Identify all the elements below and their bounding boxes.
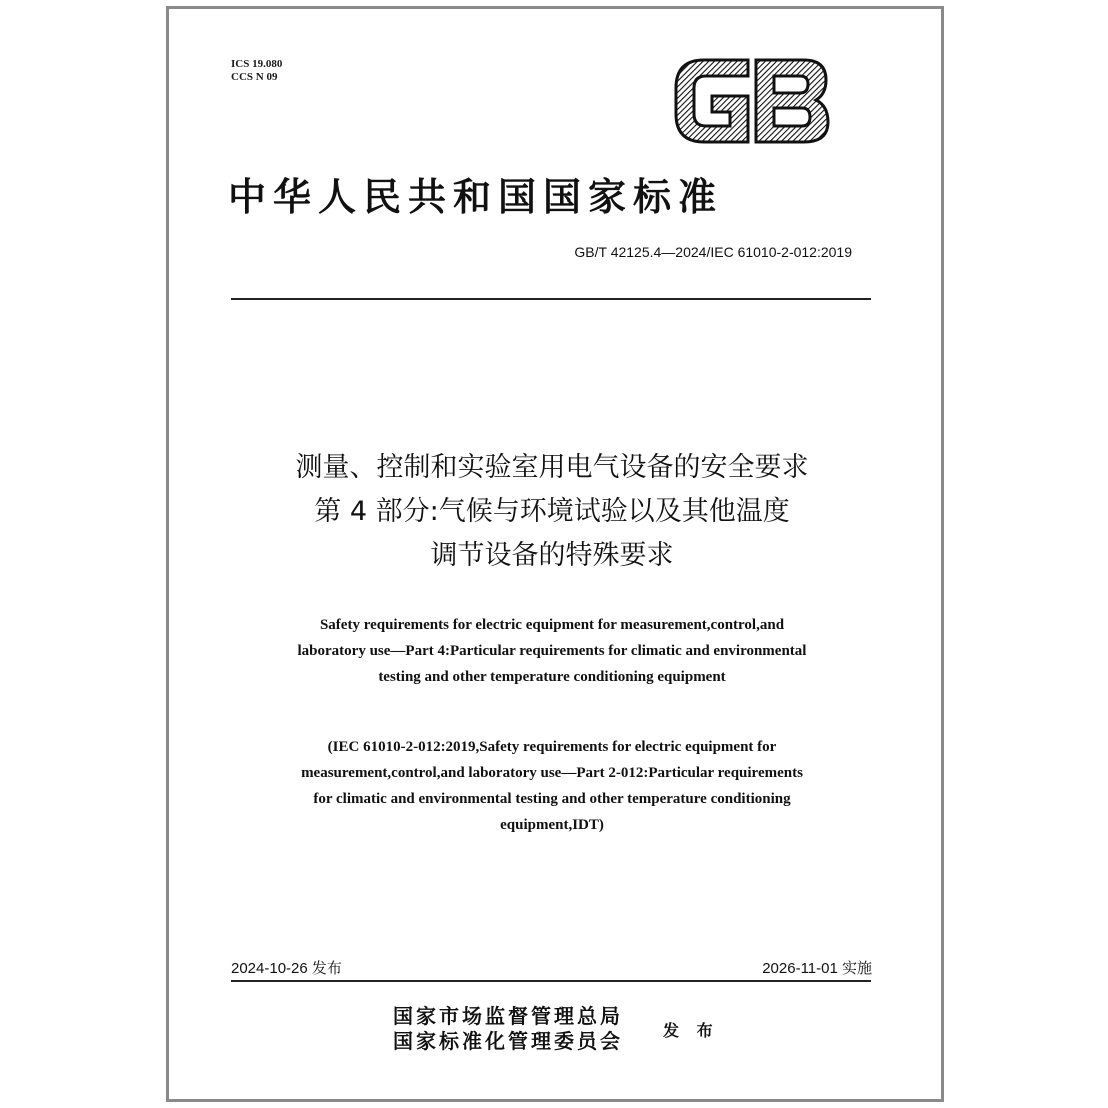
issuing-authorities	[393, 1004, 623, 1054]
english-title-line: Safety requirements for electric equipment for measurement,control,and	[319, 617, 785, 633]
iec-note-line: equipment,IDT)	[500, 817, 604, 833]
issuer-sac: 国家标准化管理委员会	[393, 1029, 623, 1053]
chinese-title	[166, 446, 938, 578]
english-title-line: testing and other temperature conditioning equipment	[378, 669, 726, 685]
issue-label: 发 布	[663, 1021, 719, 1040]
issuer-samr: 国家市场监督管理总局	[393, 1004, 623, 1028]
implementation-date: 2026-11-01 实施	[762, 960, 872, 977]
iec-note-line: for climatic and environmental testing and other temperature conditioning	[313, 791, 791, 807]
publish-date: 2024-10-26 发布	[231, 960, 342, 977]
english-title	[166, 612, 938, 690]
classification-codes	[231, 58, 282, 84]
iec-note-line: (IEC 61010-2-012:2019,Safety requirements for electric equipment for	[327, 739, 777, 755]
iec-note-line: measurement,control,and laboratory use—Part 2-012:Particular requirements	[301, 765, 803, 781]
ccs-code: CCS N 09	[231, 71, 278, 83]
footer-divider	[231, 980, 871, 982]
svg-text:GB: GB	[668, 56, 670, 57]
english-title-line: laboratory use—Part 4:Particular requirements for climatic and environmental	[297, 643, 807, 659]
chinese-title-line: 第 4 部分:气候与环境试验以及其他温度	[314, 496, 790, 527]
ics-code: ICS 19.080	[231, 58, 283, 70]
chinese-title-line: 调节设备的特殊要求	[430, 540, 674, 571]
header-divider	[231, 298, 871, 300]
national-standard-title: 中华人民共和国国家标准	[228, 174, 724, 219]
standard-number: GB/T 42125.4—2024/IEC 61010-2-012:2019	[574, 244, 852, 260]
chinese-title-line: 测量、控制和实验室用电气设备的安全要求	[295, 452, 809, 483]
gb-logo	[668, 56, 832, 146]
iec-equivalence-note	[166, 734, 938, 838]
